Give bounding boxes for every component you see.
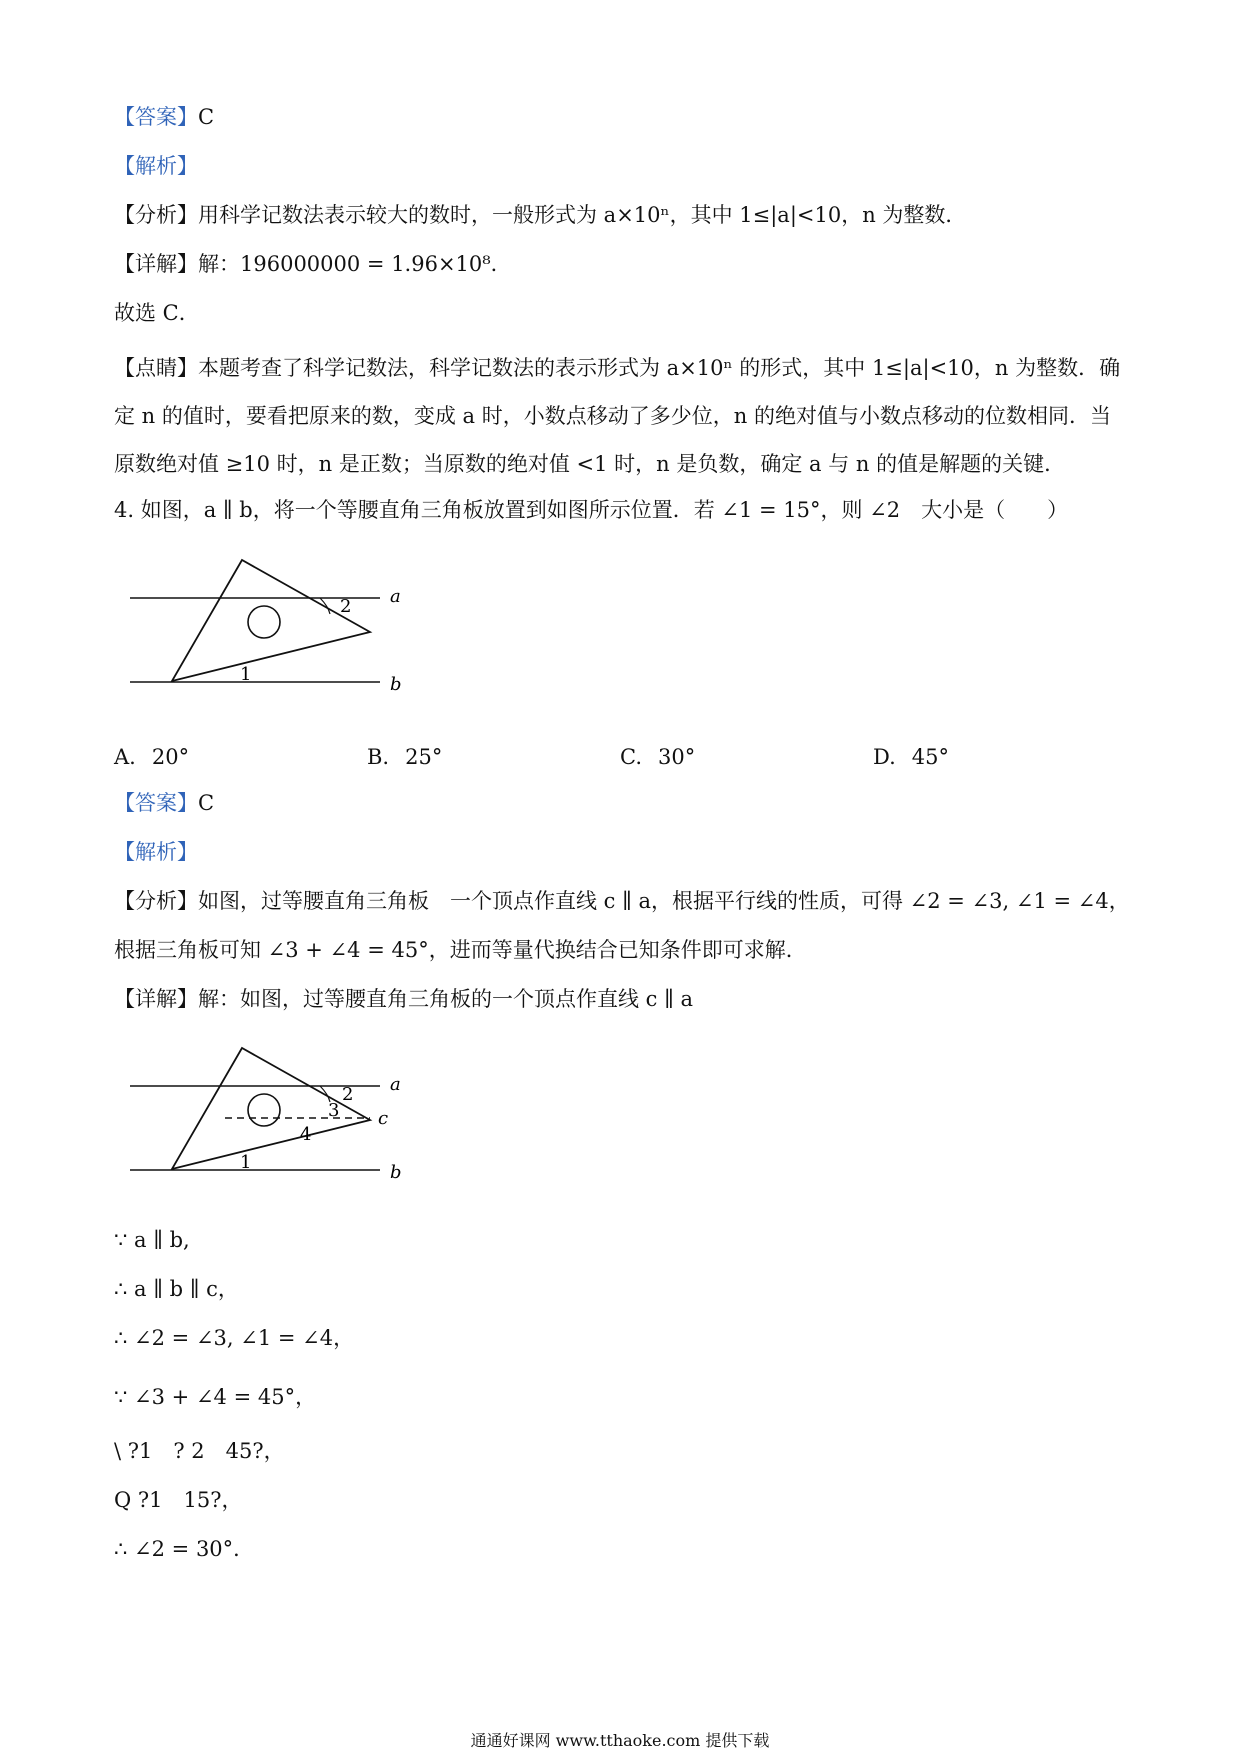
q4-question: 4. 如图，a ∥ b，将一个等腰直角三角板放置到如图所示位置．若 ∠1 = 15°，则 ∠2 大小是（ ） <box>114 498 1069 522</box>
q3-analysis-tag: 【解析】 <box>114 154 198 178</box>
label-3: 3 <box>328 1100 340 1121</box>
set-square-hole <box>248 606 280 638</box>
label-c: c <box>378 1108 389 1129</box>
q3-answer <box>114 102 214 132</box>
label-b: b <box>390 674 402 695</box>
q3-fenxi: 【分析】用科学记数法表示较大的数时，一般形式为 a×10ⁿ，其中 1≤|a|<10，n 为整数． <box>114 203 967 227</box>
label-a: a <box>390 1074 401 1095</box>
option-c[interactable]: C. 30° <box>620 745 696 769</box>
q3-xiangjie: 【详解】解：196000000 = 1.96×10⁸． <box>114 252 512 276</box>
label-2: 2 <box>340 596 352 617</box>
q4-analysis-tag: 【解析】 <box>114 840 198 864</box>
label-b: b <box>390 1162 402 1183</box>
step-3: ∴ ∠2 = ∠3, ∠1 = ∠4， <box>114 1326 355 1350</box>
step-5: \ ?1 ? 2 45?， <box>114 1439 285 1463</box>
option-b[interactable]: B. 25° <box>367 745 443 769</box>
option-d[interactable]: D. 45° <box>873 745 949 769</box>
set-square <box>172 560 370 681</box>
step-6: Q ?1 15?， <box>114 1488 243 1512</box>
q4-answer <box>114 788 214 818</box>
q3-dianjing: 【点睛】本题考查了科学记数法，科学记数法的表示形式为 a×10ⁿ 的形式，其中 1≤|a|<10，n 为整数．确定 n 的值时，要看把原来的数，变成 a 时，小数点移动了多少位，n 的绝对值与小数点移动的位数相同．当原数绝对值 ≥10 时，n 是正数；当原数的绝对值 <1 时，n 是负数，确定 a 与 n 的值是解题的关键． <box>114 356 1121 476</box>
label-a: a <box>390 586 401 607</box>
q4-fenxi-2: 根据三角板可知 ∠3 + ∠4 = 45°，进而等量代换结合已知条件即可求解． <box>114 938 807 962</box>
q4-xiangjie: 【详解】解：如图，过等腰直角三角板的一个顶点作直线 c ∥ a <box>114 987 694 1011</box>
q4-fenxi-1: 【分析】如图，过等腰直角三角板 一个顶点作直线 c ∥ a，根据平行线的性质，可得 ∠2 = ∠3, ∠1 = ∠4， <box>114 889 1130 913</box>
footer-source[interactable]: 通通好课网 www.tthaoke.com 提供下载 <box>470 1731 770 1750</box>
answer-tag: 【答案】 <box>114 105 198 129</box>
step-4: ∵ ∠3 + ∠4 = 45°， <box>114 1385 317 1409</box>
option-a[interactable]: A. 20° <box>114 745 190 769</box>
figure-1 <box>120 550 420 700</box>
q3-guxuan: 故选 C． <box>114 301 200 325</box>
step-7: ∴ ∠2 = 30°． <box>114 1537 255 1561</box>
label-4: 4 <box>300 1124 312 1145</box>
step-1: ∵ a ∥ b, <box>114 1228 190 1252</box>
set-square-hole <box>248 1094 280 1126</box>
answer-value: C <box>198 791 215 815</box>
label-2: 2 <box>342 1084 354 1105</box>
step-2: ∴ a ∥ b ∥ c， <box>114 1277 239 1301</box>
label-1: 1 <box>240 1152 252 1173</box>
set-square <box>172 1048 370 1169</box>
answer-value: C <box>198 105 215 129</box>
answer-tag: 【答案】 <box>114 791 198 815</box>
label-1: 1 <box>240 664 252 685</box>
figure-2 <box>120 1038 420 1188</box>
